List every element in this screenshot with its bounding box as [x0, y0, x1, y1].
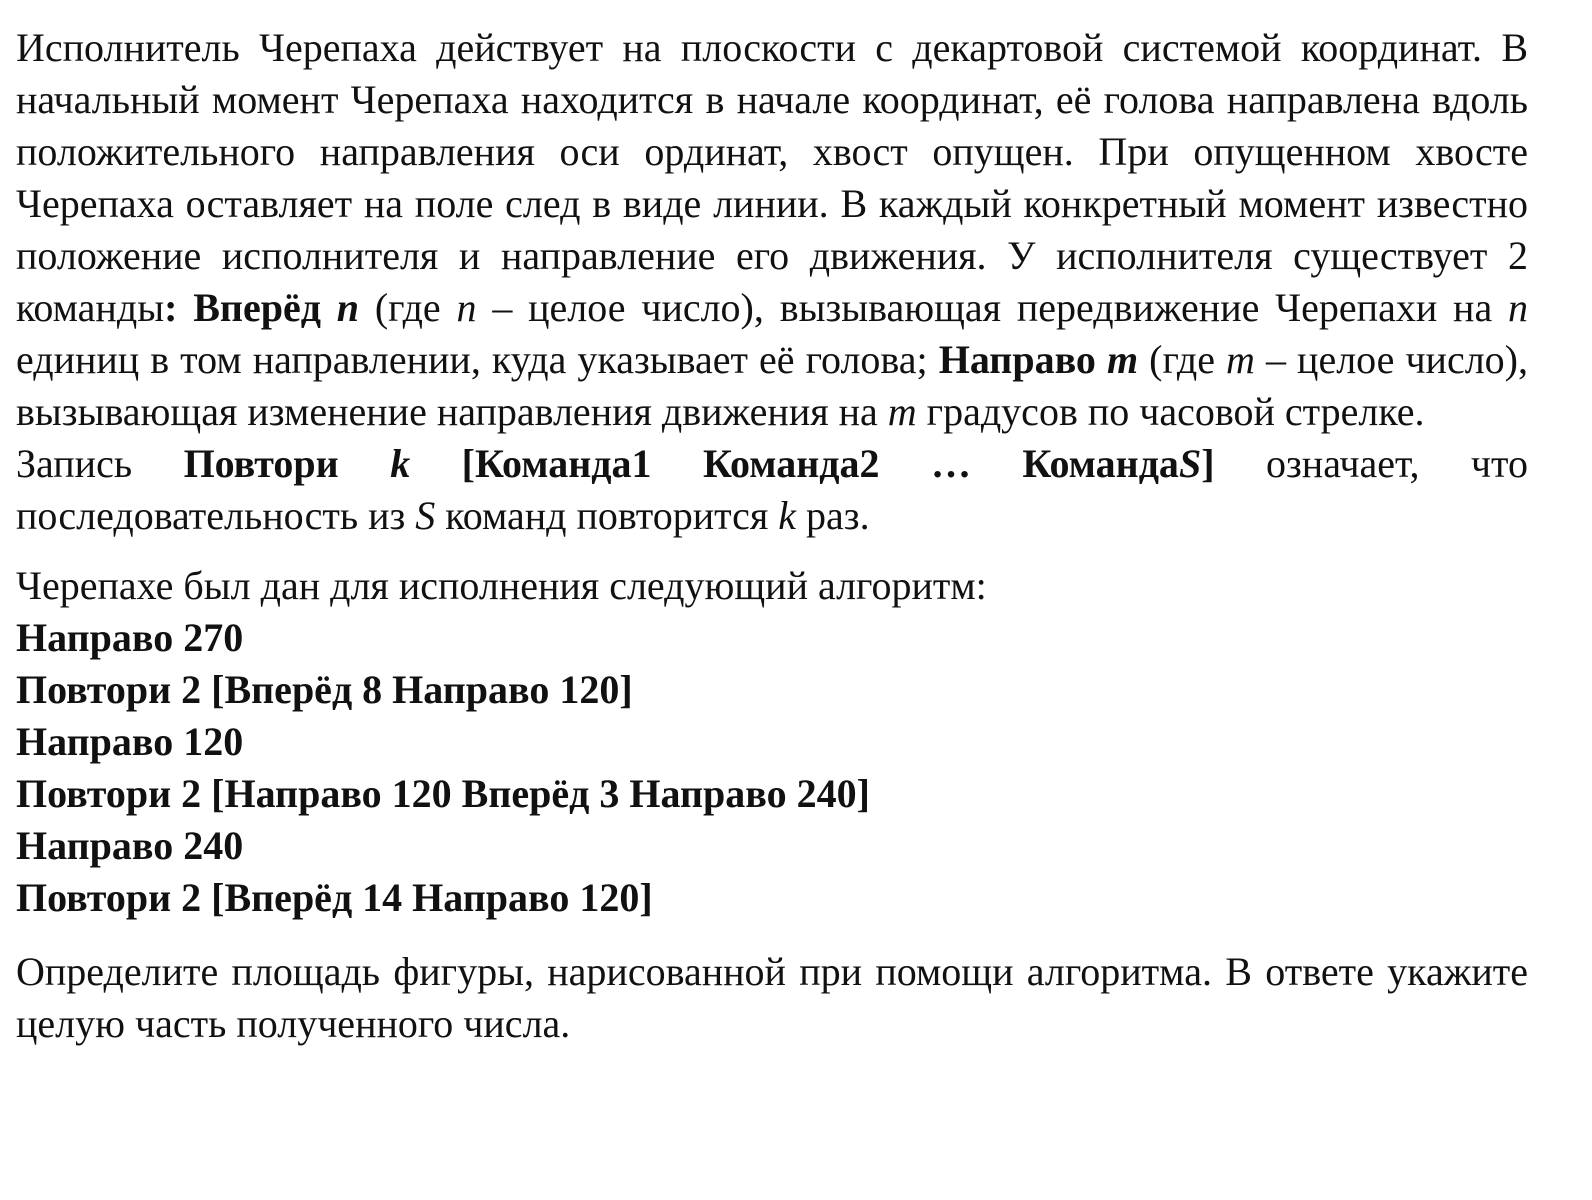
- variable-n: n: [336, 285, 360, 330]
- variable-k: k: [390, 441, 411, 486]
- command-block-b: ]: [1201, 441, 1215, 486]
- command-right: Направо: [938, 337, 1096, 382]
- algorithm-line: Повтори 2 [Вперёд 8 Направо 120]: [16, 667, 633, 712]
- repeat-note-paragraph: [16, 438, 1528, 542]
- algorithm-line: Направо 270: [16, 615, 244, 660]
- command-forward: Вперёд: [193, 285, 321, 330]
- variable-m-2: m: [1226, 337, 1255, 382]
- algorithm-line: Повтори 2 [Вперёд 14 Направо 120]: [16, 875, 653, 920]
- question-paragraph: Определите площадь фигуры, нарисованной при помощи алгоритма. В ответе укажите целую часть полученного числа.: [16, 949, 1528, 1046]
- intro-text-4: единиц в том направлении, куда указывает её голова;: [16, 337, 939, 382]
- variable-s: S: [1178, 441, 1202, 486]
- intro-text-3: – целое число), вызывающая передвижение Черепахи на: [476, 285, 1509, 330]
- algorithm-intro: Черепахе был дан для исполнения следующий алгоритм:: [16, 563, 987, 608]
- intro-text-7: градусов по часовой стрелке.: [916, 389, 1425, 434]
- algorithm-line: Повтори 2 [Направо 120 Вперёд 3 Направо 240]: [16, 771, 870, 816]
- intro-paragraph: [16, 22, 1528, 438]
- task-document: [16, 22, 1528, 1050]
- variable-m: m: [1106, 337, 1139, 382]
- variable-n-3: n: [1508, 285, 1529, 330]
- repeat-text-3: команд повторится: [435, 493, 779, 538]
- repeat-text-4: раз.: [796, 493, 870, 538]
- repeat-text-2: означает, что последовательность из: [16, 441, 1528, 538]
- algorithm-listing: [16, 612, 1528, 924]
- intro-text-6: – целое число), вызывающая изменение направления движения на: [16, 337, 1529, 434]
- variable-n-2: n: [456, 285, 477, 330]
- algorithm-line: Направо 120: [16, 719, 244, 764]
- intro-text-2: (где: [359, 285, 457, 330]
- variable-m-3: m: [887, 389, 917, 434]
- intro-text-5: (где: [1138, 337, 1227, 382]
- command-block-a: [Команда1 Команда2 … Команда: [410, 441, 1179, 486]
- variable-k-2: k: [778, 493, 797, 538]
- intro-text-1: Исполнитель Черепаха действует на плоскости с декартовой системой координат. В начальный момент Черепаха находится в начале координат, её голова направлена вдоль положительного направления оси ординат, хвост опущен. При опущенном хвосте Черепаха оставляет на поле след в виде линии. В каждый конкретный момент известно положение исполнителя и направление его движения. У исполнителя существует 2 команды: [16, 25, 1528, 330]
- algorithm-line: Направо 240: [16, 823, 244, 868]
- intro-colon: :: [164, 285, 178, 330]
- variable-s-2: S: [415, 493, 436, 538]
- command-repeat: Повтори: [183, 441, 339, 486]
- repeat-text-1: Запись: [16, 441, 184, 486]
